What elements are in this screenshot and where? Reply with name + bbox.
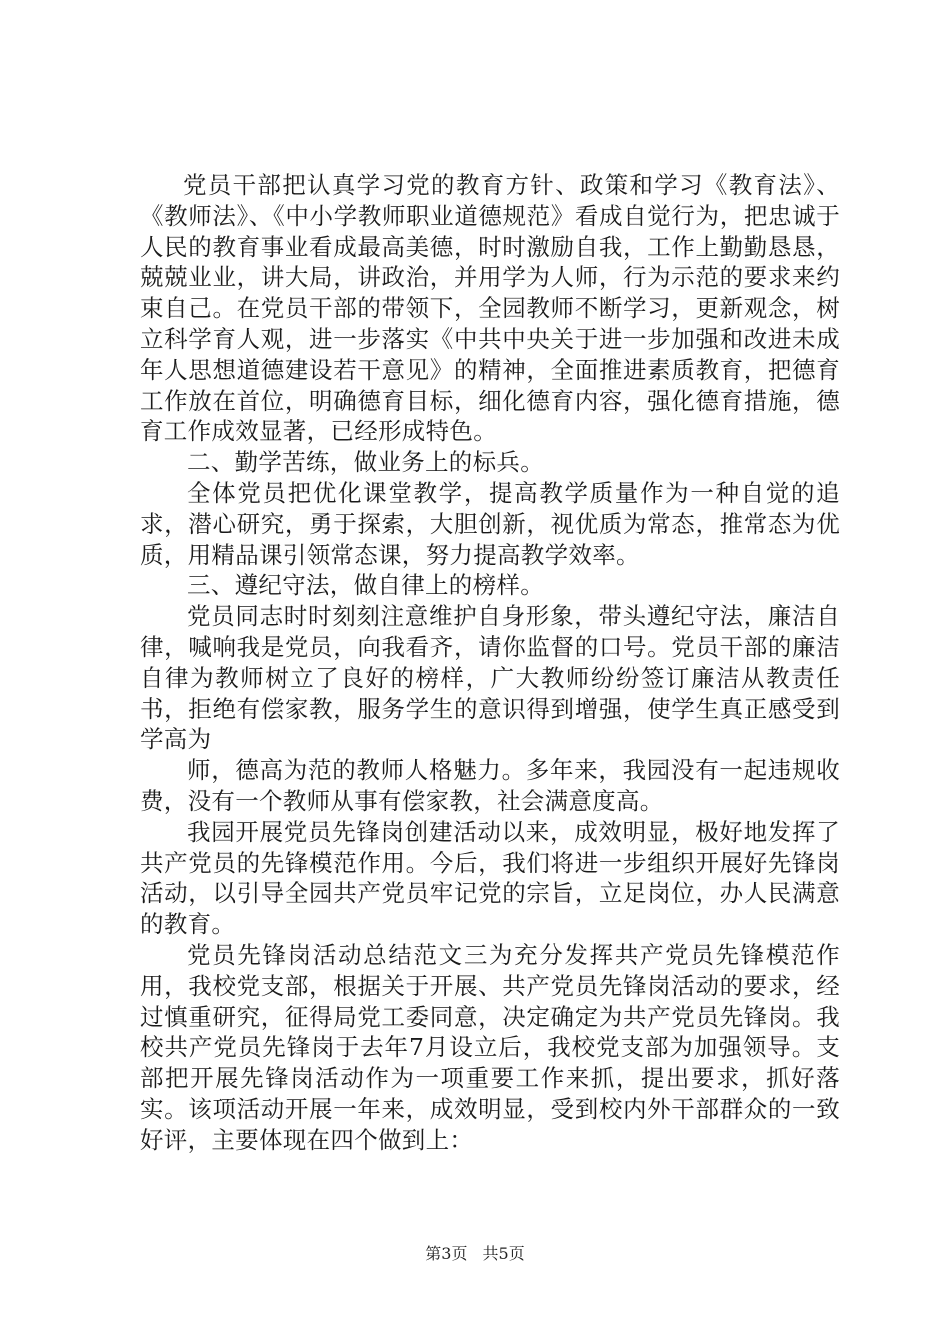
paragraph-teaching-quality: 全体党员把优化课堂教学，提高教学质量作为一种自觉的追求，潜心研究，勇于探索，大胆创新，视优质为常态，推常态为优质，用精品课引领常态课，努力提高教学效率。	[140, 478, 840, 569]
paragraph-vanguard-results: 我园开展党员先锋岗创建活动以来，成效明显，极好地发挥了共产党员的先锋模范作用。今后，我们将进一步组织开展好先锋岗活动，以引导全园共产党员牢记党的宗旨，立足岗位，办人民满意的教育。	[140, 817, 840, 939]
paragraph-teacher-charisma: 师，德高为范的教师人格魅力。多年来，我园没有一起违规收费，没有一个教师从事有偿家教，社会满意度高。	[140, 756, 840, 815]
page-footer	[0, 1244, 950, 1264]
heading-diligent-practice: 二、勤学苦练，做业务上的标兵。	[187, 448, 544, 477]
paragraph-party-study: 党员干部把认真学习党的教育方针、政策和学习《教育法》、《教师法》、《中小学教师职业道德规范》看成自觉行为，把忠诚于人民的教育事业看成最高美德，时时激励自我，工作上勤勤恳恳，兢兢业业，讲大局，讲政治，并用学为人师，行为示范的要求来约束自己。在党员干部的带领下，全园教师不断学习，更新观念，树立科学育人观，进一步落实《中共中央关于进一步加强和改进未成年人思想道德建设若干意见》的精神，全面推进素质教育，把德育工作放在首位，明确德育目标，细化德育内容，强化德育措施，德育工作成效显著，已经形成特色。	[140, 171, 840, 446]
page-total: 共5页	[482, 1244, 525, 1263]
page-number: 第3页	[425, 1244, 468, 1263]
document-body	[140, 170, 840, 1156]
heading-discipline: 三、遵纪守法，做自律上的榜样。	[187, 571, 544, 600]
paragraph-summary-three: 党员先锋岗活动总结范文三为充分发挥共产党员先锋模范作用，我校党支部，根据关于开展、共产党员先锋岗活动的要求，经过慎重研究，征得局党工委同意，决定确定为共产党员先锋岗。我校共产党员先锋岗于去年7月设立后，我校党支部为加强领导。支部把开展先锋岗活动作为一项重要工作来抓，提出要求，抓好落实。该项活动开展一年来，成效明显，受到校内外干部群众的一致好评，主要体现在四个做到上：	[140, 940, 840, 1154]
paragraph-self-discipline: 党员同志时时刻刻注意维护自身形象，带头遵纪守法，廉洁自律，喊响我是党员，向我看齐，请你监督的口号。党员干部的廉洁自律为教师树立了良好的榜样，广大教师纷纷签订廉洁从教责任书，拒绝有偿家教，服务学生的意识得到增强，使学生真正感受到学高为	[140, 602, 840, 754]
